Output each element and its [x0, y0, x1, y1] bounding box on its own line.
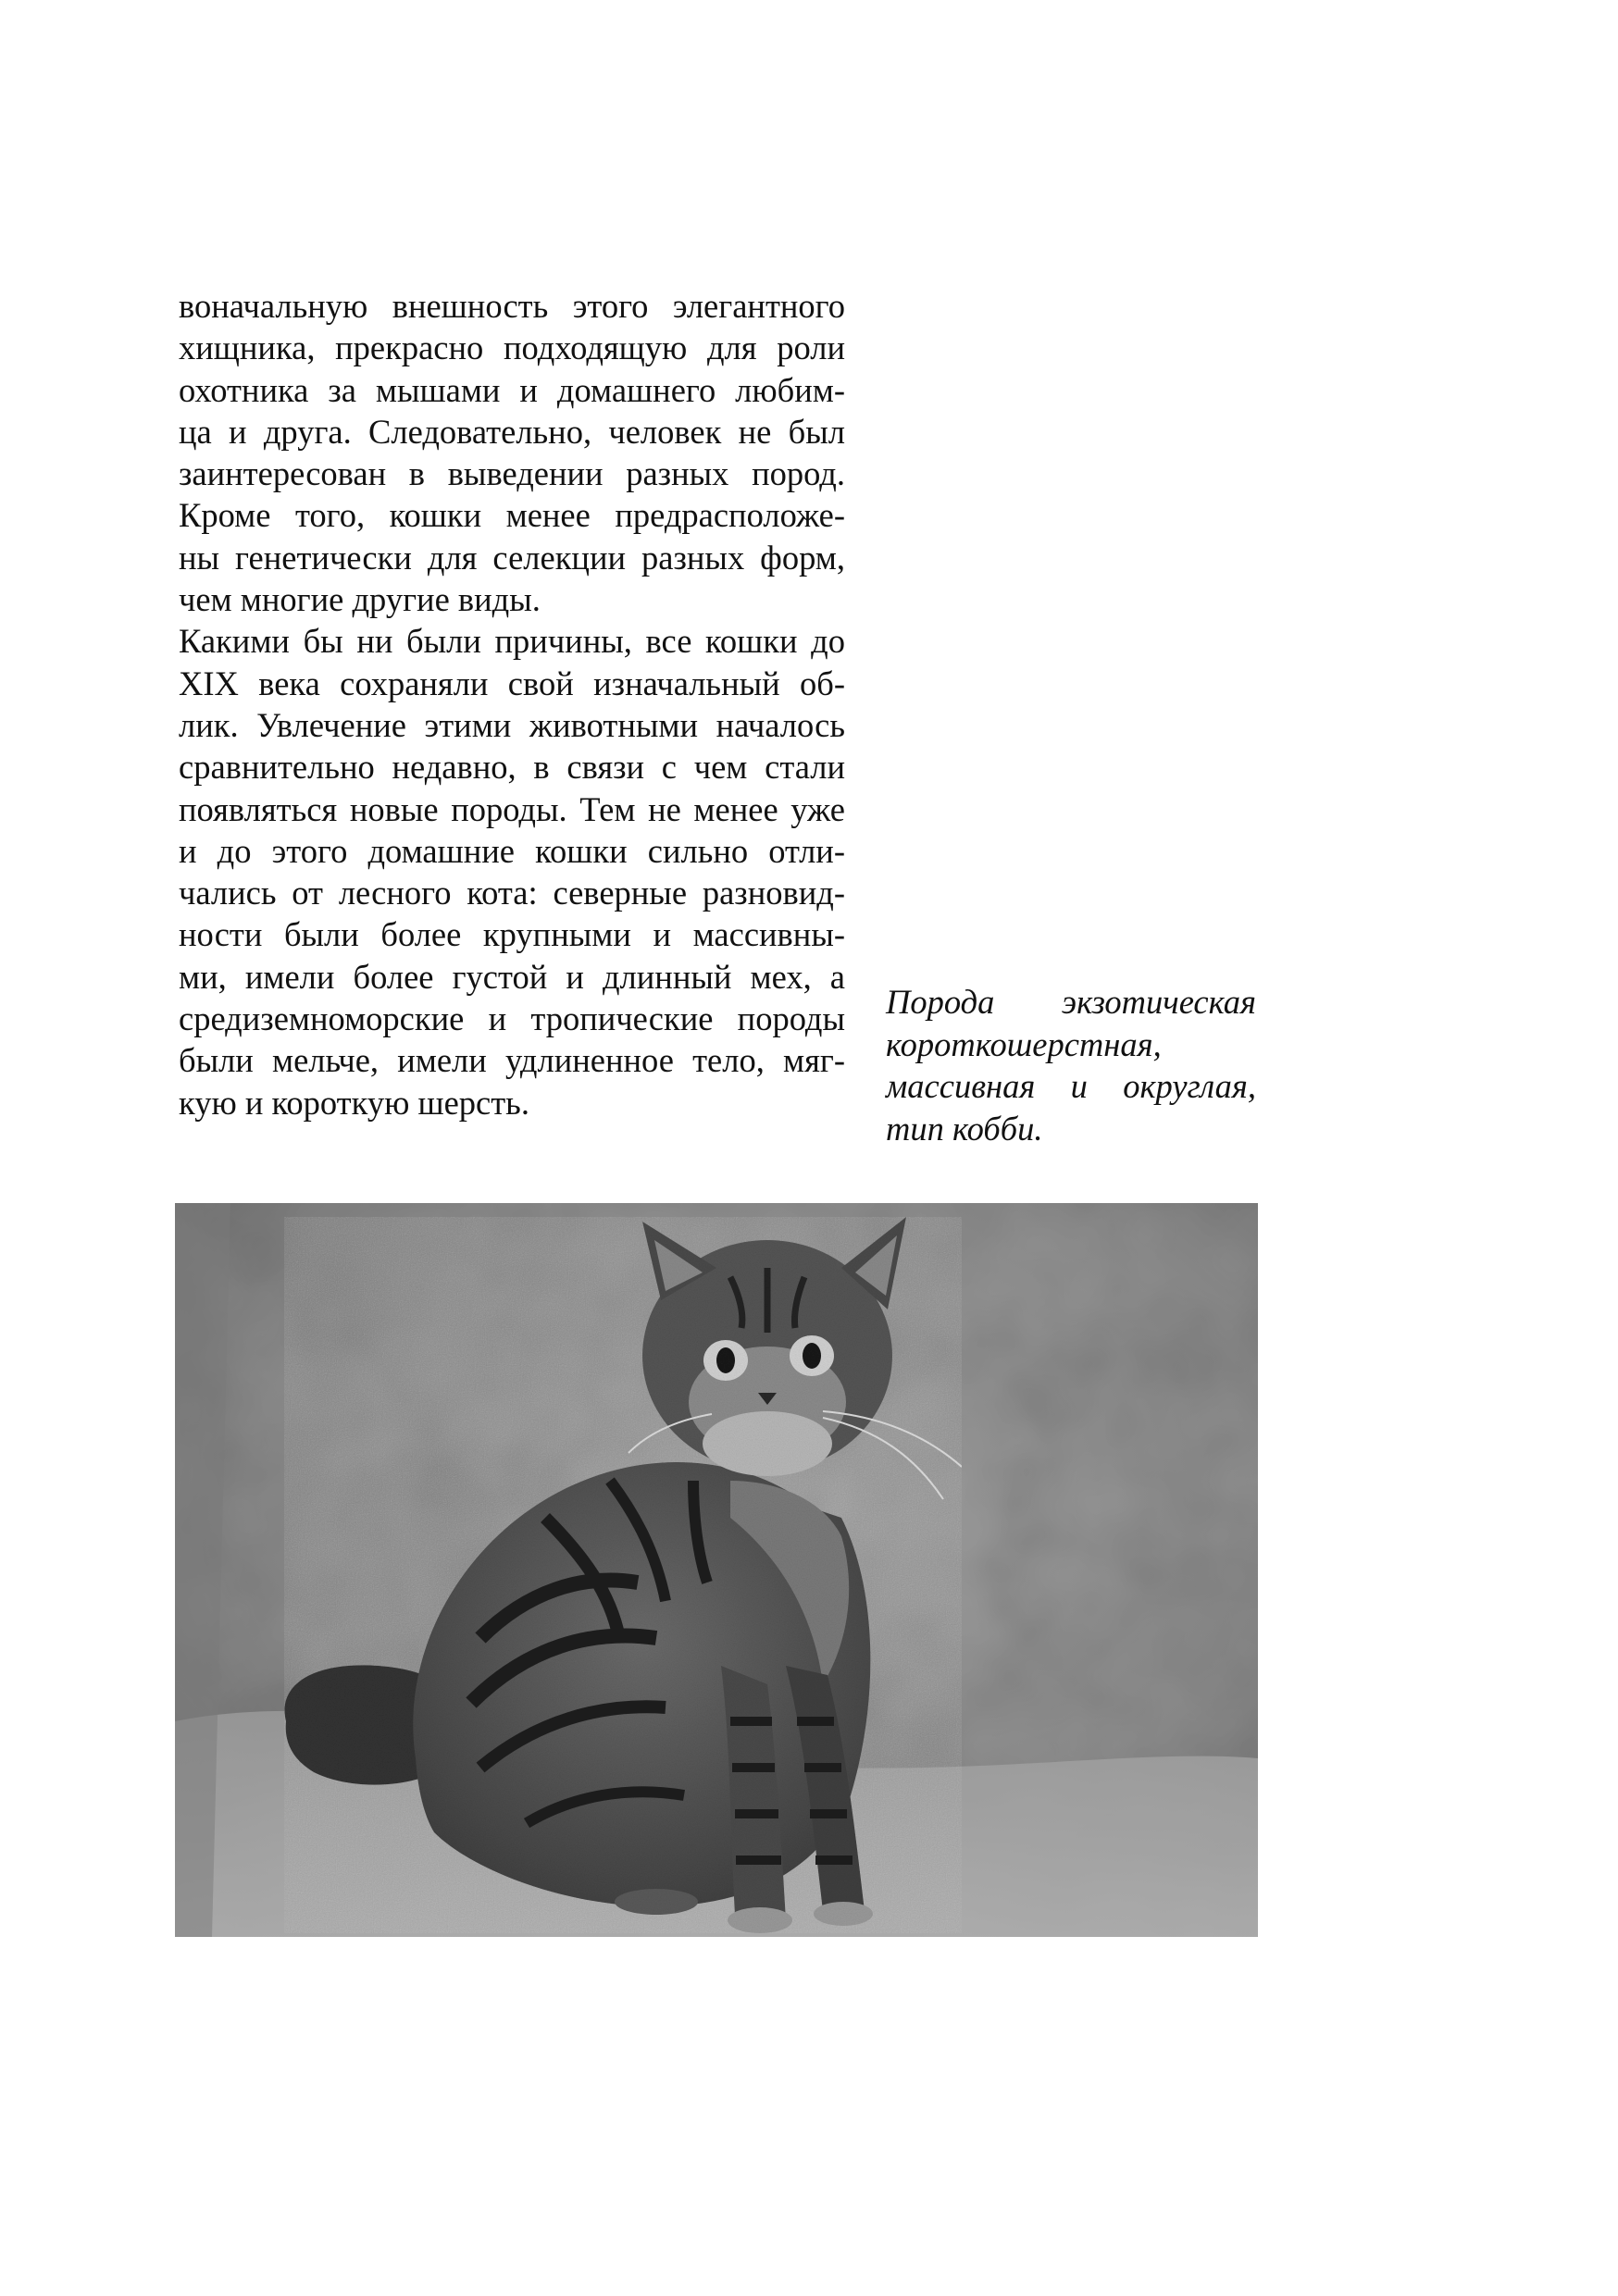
text-line: ности были более крупными и массивны-	[179, 915, 845, 954]
text-line: появляться новые породы. Тем не менее уже	[179, 789, 845, 828]
text-line: средиземноморские и тропические породы	[179, 999, 845, 1038]
text-line: ны генетически для селекции разных форм,	[179, 538, 845, 577]
text-line: Какими бы ни были причины, все кошки до	[179, 622, 845, 661]
caption-line: Порода экзотическая	[886, 983, 1256, 1021]
article-text	[179, 285, 845, 1123]
paragraph-1	[179, 285, 845, 620]
text-line: Кроме того, кошки менее предрасположе-	[179, 496, 845, 535]
cat-illustration	[175, 1203, 1258, 1937]
cat-photo	[175, 1203, 1258, 1937]
text-line: воначальную внешность этого элегантного	[179, 287, 845, 325]
caption-line: короткошерстная,	[886, 1024, 1162, 1063]
text-line: чались от лесного кота: северные разновид-	[179, 874, 845, 912]
text-line: ми, имели более густой и длинный мех, а	[179, 957, 845, 996]
text-line: охотника за мышами и домашнего любим-	[179, 370, 845, 409]
paragraph-2	[179, 620, 845, 1123]
text-line: чем многие другие виды.	[179, 580, 541, 619]
text-line: XIX века сохраняли свой изначальный об-	[179, 664, 845, 702]
text-line: заинтересован в выведении разных пород.	[179, 454, 845, 493]
caption-line: тип кобби.	[886, 1109, 1043, 1148]
text-line: лик. Увлечение этими животными началось	[179, 705, 845, 744]
text-line: хищника, прекрасно подходящую для роли	[179, 329, 845, 367]
text-line: сравнительно недавно, в связи с чем стали	[179, 748, 845, 787]
text-line: ца и друга. Следовательно, человек не был	[179, 412, 845, 451]
text-line: были мельче, имели удлиненное тело, мяг-	[179, 1041, 845, 1080]
caption-line: массивная и округлая,	[886, 1067, 1256, 1105]
photo-caption	[886, 981, 1256, 1149]
text-line: и до этого домашние кошки сильно отли-	[179, 831, 845, 870]
text-line: кую и короткую шерсть.	[179, 1083, 529, 1122]
